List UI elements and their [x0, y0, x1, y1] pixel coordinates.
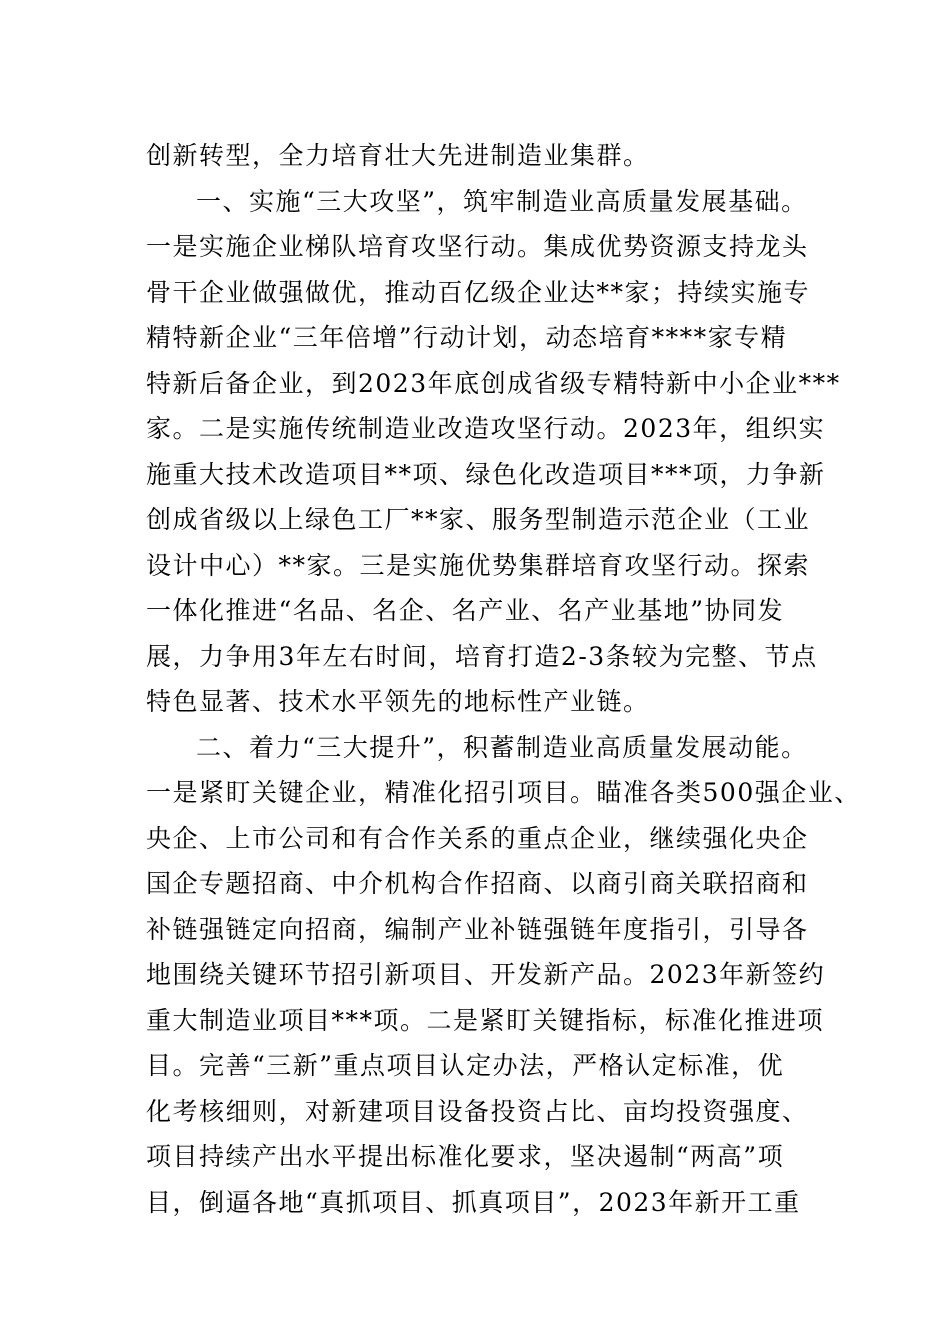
text-line: 设计中心）**家。三是实施优势集群培育攻坚行动。探索	[146, 550, 811, 580]
text-line: 央企、上市公司和有合作关系的重点企业，继续强化央企	[146, 823, 809, 853]
text-line: 精特新企业“三年倍增”行动计划，动态培育****家专精	[146, 323, 788, 352]
text-line: 家。二是实施传统制造业改造攻坚行动。2023年，组织实	[146, 414, 826, 443]
text-line: 施重大技术改造项目**项、绿色化改造项目***项，力争新	[146, 459, 826, 489]
text-line: 一是实施企业梯队培育攻坚行动。集成优势资源支持龙头	[146, 232, 809, 261]
text-line: 创成省级以上绿色工厂**家、服务型制造示范企业（工业	[146, 505, 811, 534]
text-line: 重大制造业项目***项。二是紧盯关键指标，标准化推进项	[146, 1005, 825, 1035]
section-heading-2: 二、着力“三大提升”，积蓄制造业高质量发展动能。	[196, 732, 808, 762]
body-text	[146, 133, 861, 1225]
text-line: 项目持续产出水平提出标准化要求，坚决遏制“两高”项	[146, 1142, 785, 1171]
text-line: 一是紧盯关键企业，精准化招引项目。瞄准各类500强企业、	[146, 778, 861, 807]
text-line: 国企专题招商、中介机构合作招商、以商引商关联招商和	[146, 869, 809, 898]
text-line: 特色显著、技术水平领先的地标性产业链。	[146, 687, 650, 716]
text-line: 地围绕关键环节招引新项目、开发新产品。2023年新签约	[146, 960, 826, 989]
text-line: 创新转型，全力培育壮大先进制造业集群。	[146, 141, 650, 170]
text-line: 一体化推进“名品、名企、名产业、名产业基地”协同发	[146, 596, 785, 625]
text-line: 化考核细则，对新建项目设备投资占比、亩均投资强度、	[146, 1096, 809, 1126]
section-heading-1: 一、实施“三大攻坚”，筑牢制造业高质量发展基础。	[196, 186, 808, 216]
text-line: 特新后备企业，到2023年底创成省级专精特新中小企业***	[146, 368, 841, 398]
text-line: 目。完善“三新”重点项目认定办法，严格认定标准，优	[146, 1051, 785, 1080]
text-line: 补链强链定向招商，编制产业补链强链年度指引，引导各	[146, 914, 809, 944]
text-line: 骨干企业做强做优，推动百亿级企业达**家；持续实施专	[146, 277, 811, 307]
text-line: 目，倒逼各地“真抓项目、抓真项目”，2023年新开工重	[146, 1187, 801, 1217]
text-line: 展，力争用3年左右时间，培育打造2-3条较为完整、节点	[146, 641, 818, 671]
